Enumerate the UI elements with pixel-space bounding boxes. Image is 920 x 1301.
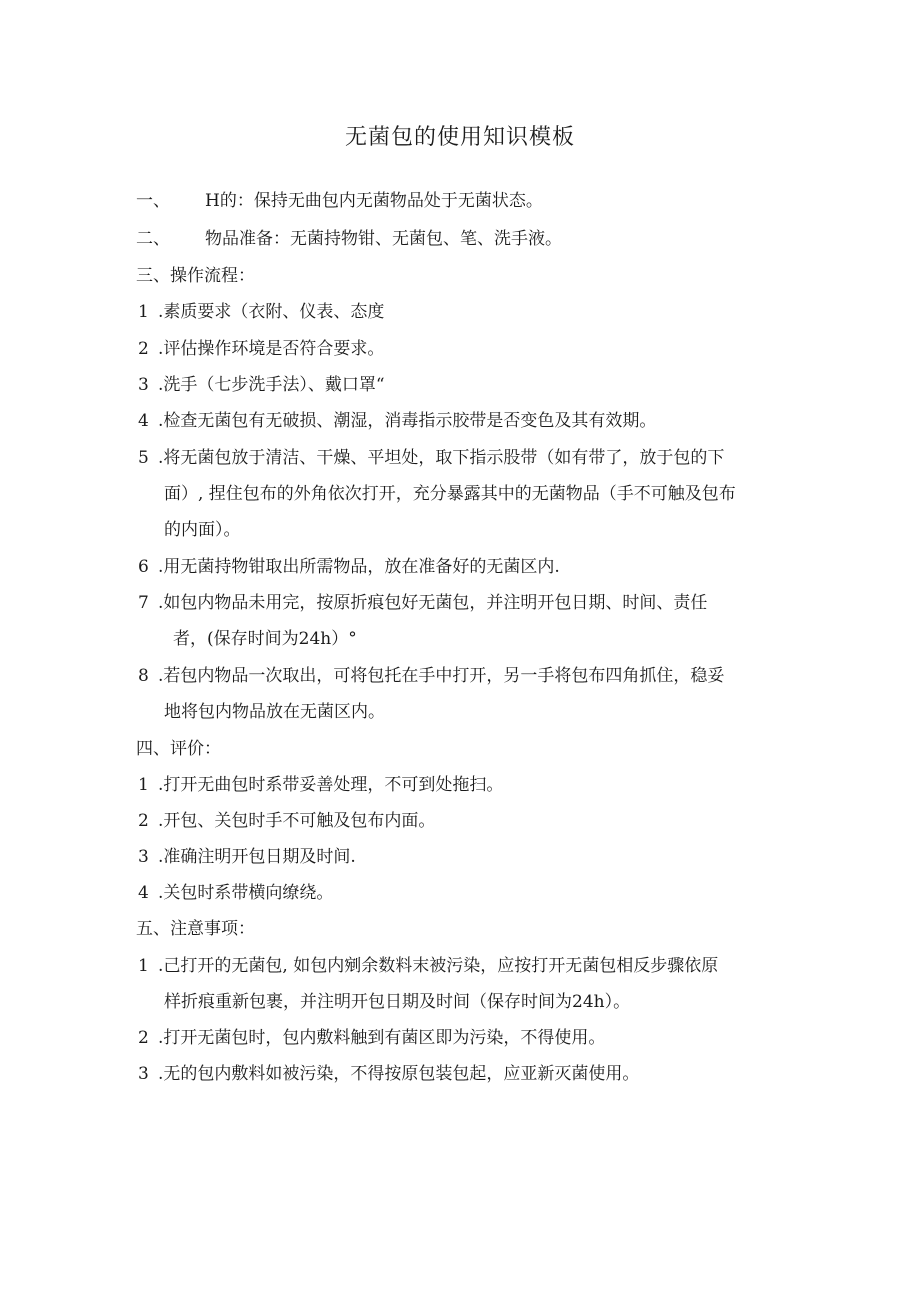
procedure-item-text-continued: 的内面）。 <box>164 520 241 540</box>
procedure-item-text: .评估操作环境是否符合要求。 <box>158 339 385 359</box>
evaluation-item-text: .关包时系带横向缭绕。 <box>158 883 334 903</box>
procedure-item-text-continued: 面）, 捏住包布的外角依次打开，充分暴露其中的无菌物品（手不可触及包布 <box>164 484 736 504</box>
note-item-text: .打开无菌包时，包内敷料触到有菌区即为污染，不得使用。 <box>158 1028 606 1048</box>
procedure-item-text-continued: 地将包内物品放在无菌区内。 <box>164 702 385 722</box>
procedure-item-text: .若包内物品一次取出，可将包托在手中打开，另一手将包布四角抓住，稳妥 <box>158 666 725 686</box>
section-2-number: 二、 <box>136 229 170 249</box>
procedure-item-number: 5 <box>138 448 149 468</box>
procedure-item-text: .用无菌持物钳取出所需物品，放在准备好的无菌区内. <box>158 557 560 577</box>
procedure-item-number: 4 <box>138 411 149 431</box>
evaluation-item-text: .打开无曲包时系带妥善处理，不可到处拖扫。 <box>158 775 504 795</box>
evaluation-item-number: 2 <box>138 811 149 831</box>
procedure-item-text: .如包内物品未用完，按原折痕包好无菌包，并注明开包日期、时间、责任 <box>158 593 708 613</box>
evaluation-item-number: 4 <box>138 883 149 903</box>
note-item-text: .己打开的无菌包, 如包内剜余数料末被污染，应按打开无菌包相反步骤依原 <box>158 956 719 976</box>
procedure-item-text-continued: 者，(保存时间为24h）° <box>173 629 357 649</box>
procedure-item-text: .将无菌包放于清洁、干燥、平坦处，取下指示股带（如有带了，放于包的下 <box>158 448 725 468</box>
procedure-item-text: .素质要求（衣附、仪表、态度 <box>158 302 385 322</box>
evaluation-item-text: .开包、关包时手不可触及包布内面。 <box>158 811 436 831</box>
note-item-text-continued: 样折痕重新包裹，并注明开包日期及时间（保存时间为24h）。 <box>164 992 631 1012</box>
note-item-number: 2 <box>138 1028 149 1048</box>
procedure-item-number: 3 <box>138 375 149 395</box>
note-item-number: 3 <box>138 1064 149 1084</box>
section-1-number: 一、 <box>136 191 170 211</box>
section-3-heading: 三、操作流程： <box>136 266 255 286</box>
note-item-number: 1 <box>138 956 149 976</box>
evaluation-item-number: 1 <box>138 775 149 795</box>
procedure-item-number: 7 <box>138 593 149 613</box>
section-4-heading: 四、评价： <box>136 739 221 759</box>
section-1-text: H的：保持无曲包内无菌物品处于无菌状态。 <box>205 191 543 211</box>
evaluation-item-text: .准确注明开包日期及时间. <box>158 847 356 867</box>
procedure-item-number: 6 <box>138 557 149 577</box>
page-title: 无菌包的使用知识模板 <box>344 125 575 150</box>
procedure-item-number: 1 <box>138 302 149 322</box>
procedure-item-number: 2 <box>138 339 149 359</box>
procedure-item-text: .洗手（七步洗手法）、戴口罩“ <box>158 375 385 395</box>
note-item-text: .无的包内敷料如被污染，不得按原包装包起，应亚新灭菌使用。 <box>158 1064 640 1084</box>
procedure-item-number: 8 <box>138 666 149 686</box>
section-2-text: 物品准备：无菌持物钳、无菌包、笔、洗手液。 <box>205 229 562 249</box>
section-5-heading: 五、注意事项： <box>136 919 255 939</box>
procedure-item-text: .检查无菌包有无破损、潮湿，消毒指示胶带是否变色及其有效期。 <box>158 411 657 431</box>
evaluation-item-number: 3 <box>138 847 149 867</box>
